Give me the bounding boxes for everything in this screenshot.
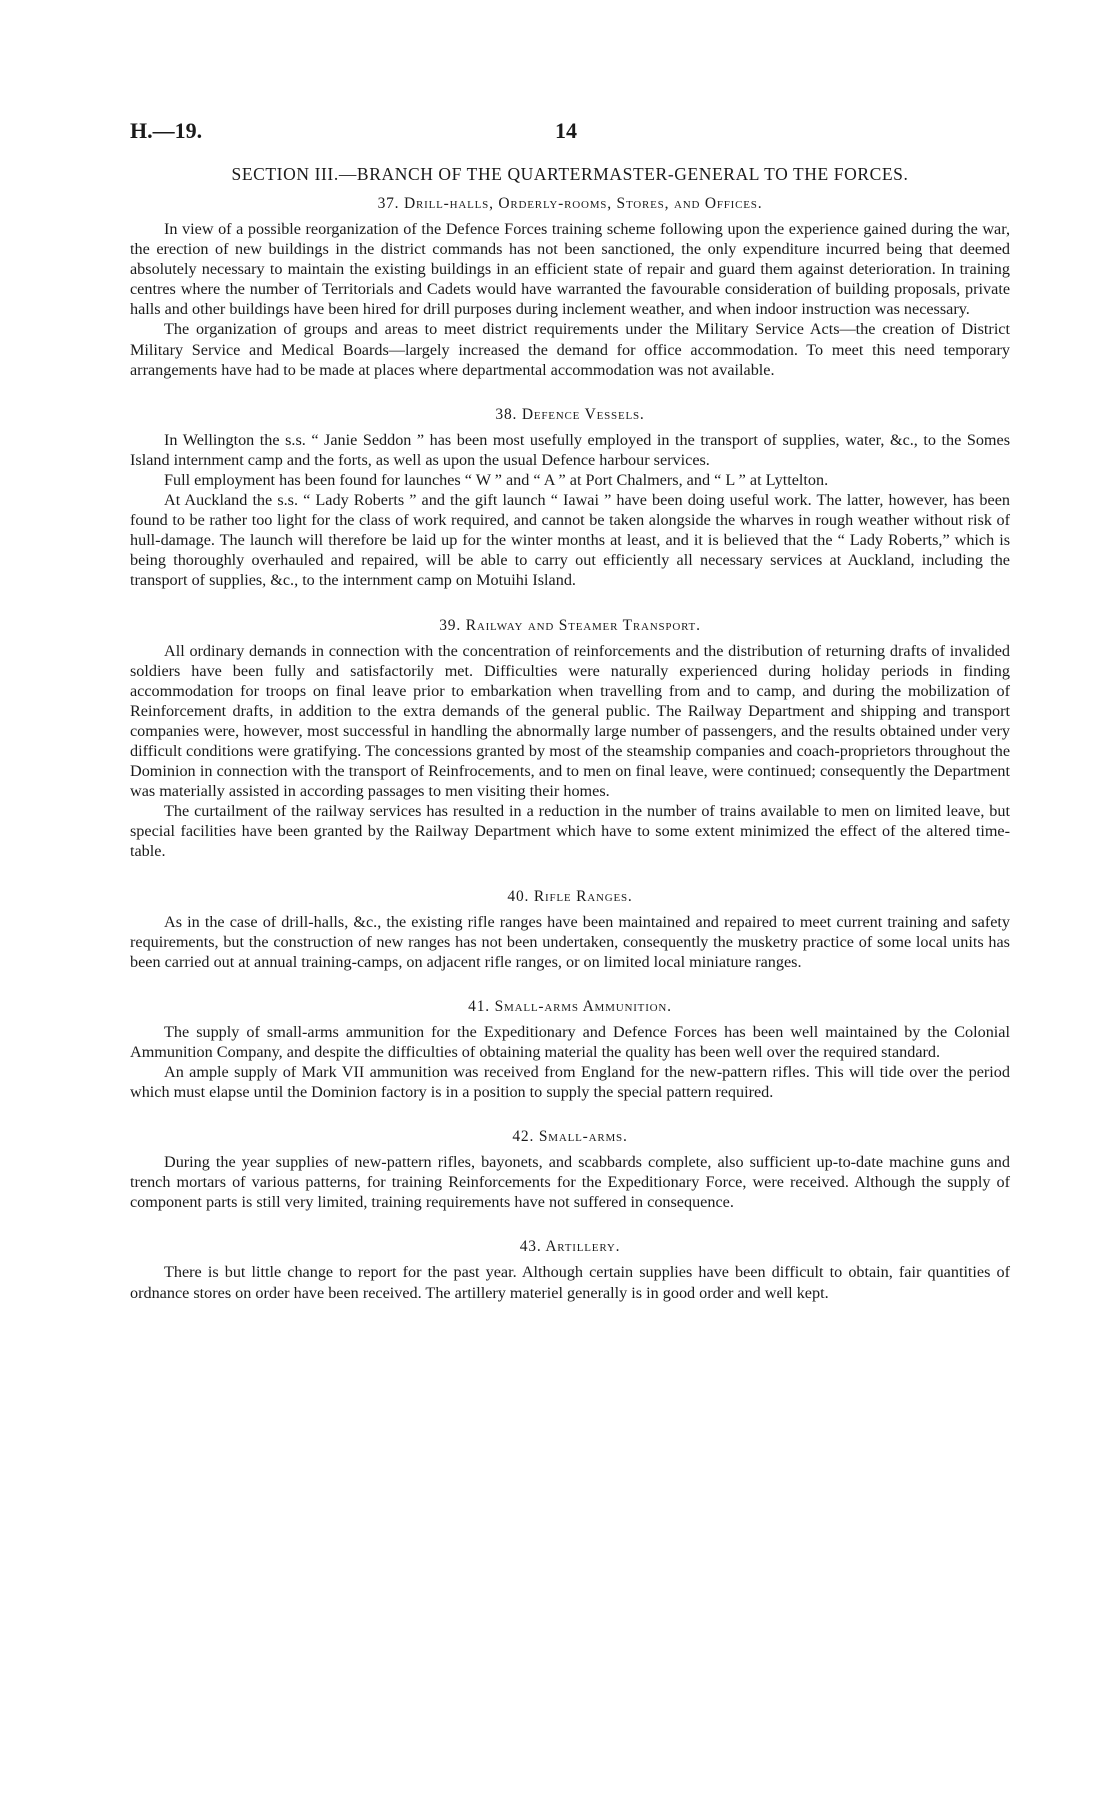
paragraph: The supply of small-arms ammunition for the Expeditionary and Defence Forces has been well maintained by the Colonial Ammunition Company, and despite the difficulties of obtaining material the quality has been well over the required standard. [130,1022,1010,1061]
section-41 [130,998,1010,1102]
paragraph: At Auckland the s.s. “ Lady Roberts ” and the gift launch “ Iawai ” have been doing useful work. The latter, however, has been found to be rather too light for the class of work required, and cannot be taken alongside the wharves in rough weather without risk of hull-damage. The launch will therefore be laid up for the winter months at least, and it is believed that the “ Lady Roberts,” which is being thoroughly overhauled and repaired, will be able to carry out efficiently all necessary services at Auckland, including the transport of supplies, &c., to the internment camp on Motuihi Island. [130,491,1010,590]
section-40 [130,888,1010,972]
section-43 [130,1238,1010,1302]
paragraph: Full employment has been found for launches “ W ” and “ A ” at Port Chalmers, and “ L ” at Lyttelton. [164,470,829,489]
paragraph: In view of a possible reorganization of the Defence Forces training scheme following upon the experience gained during the war, the erection of new buildings in the district commands has not been sanctioned, the only expenditure incurred being that deemed absolutely necessary to maintain the existing buildings in an efficient state of repair and guard them against deterioration. In training centres where the number of Territorials and Cadets would have warranted the favourable consideration of building proposals, private halls and other buildings have been hired for drill purposes during inclement weather, and when indoor instruction was necessary. [130,220,1010,319]
paragraph: All ordinary demands in connection with the concentration of reinforcements and the distribution of returning drafts of invalided soldiers have been fully and satisfactorily met. Difficulties were naturally experienced during holiday periods in finding accommodation for troops on final leave prior to embarkation when travelling from and to camp, and during the mobilization of Reinforcement drafts, in addition to the extra demands of the general public. The Railway Department and shipping and transport companies were, however, most successful in handling the abnormally large number of passengers, and the results obtained under very difficult conditions were gratifying. The concessions granted by most of the steamship companies and coach-proprietors throughout the Dominion in connection with the transport of Reinfrocements, and to men on final leave, were continued; consequently the Department was materially assisted in according passages to men visiting their homes. [130,641,1010,801]
paragraph: The organization of groups and areas to meet district requirements under the Military Service Acts—the creation of District Military Service and Medical Boards—largely increased the demand for office accommodation. To meet this need temporary arrangements have had to be made at places where departmental accommodation was not available. [130,320,1010,379]
document-page [130,118,1010,1303]
page-number: 14 [555,118,577,143]
section-39 [130,617,1010,862]
section-38 [130,406,1010,591]
section-heading: 43. Artillery. [519,1238,621,1256]
section-heading: 41. Small-arms Ammunition. [468,997,672,1015]
section-heading: 39. Railway and Steamer Transport. [439,616,701,634]
section-heading: 42. Small-arms. [512,1128,628,1146]
section-title: SECTION III.—BRANCH OF THE QUARTERMASTER-GENERAL TO THE FORCES. [231,164,909,184]
section-heading: 37. Drill-halls, Orderly-rooms, Stores, and Offices. [377,195,763,212]
section-heading: 38. Defence Vessels. [495,405,645,423]
paragraph: In Wellington the s.s. “ Janie Seddon ” has been most usefully employed in the transport of supplies, water, &c., to the Somes Island internment camp and the forts, as well as upon the usual Defence harbour services. [130,430,1010,469]
section-37 [130,195,1010,380]
paragraph: The curtailment of the railway services has resulted in a reduction in the number of trains available to men on limited leave, but special facilities have been granted by the Railway Department which have to some extent minimized the effect of the altered time-table. [130,802,1010,861]
section-heading: 40. Rifle Ranges. [507,887,633,905]
paragraph: During the year supplies of new-pattern rifles, bayonets, and scabbards complete, also sufficient up-to-date machine guns and trench mortars of various patterns, for training Reinforcements for the Expeditionary Force, were received. Although the supply of component parts is still very limited, training requirements have not suffered in consequence. [130,1153,1010,1212]
paragraph: There is but little change to report for the past year. Although certain supplies have been difficult to obtain, fair quantities of ordnance stores on order have been received. The artillery materiel generally is in good order and well kept. [130,1263,1010,1302]
paragraph: As in the case of drill-halls, &c., the existing rifle ranges have been maintained and repaired to meet current training and safety requirements, but the construction of new ranges has not been undertaken, consequently the musketry practice of some local units has been carried out at annual training-camps, on adjacent rifle ranges, or on limited local miniature ranges. [130,912,1010,971]
section-42 [130,1128,1010,1212]
document-reference: H.—19. [130,118,203,143]
paragraph: An ample supply of Mark VII ammunition was received from England for the new-pattern rifles. This will tide over the period which must elapse until the Dominion factory is in a position to supply the special pattern required. [130,1063,1010,1102]
page-header [130,118,1010,148]
